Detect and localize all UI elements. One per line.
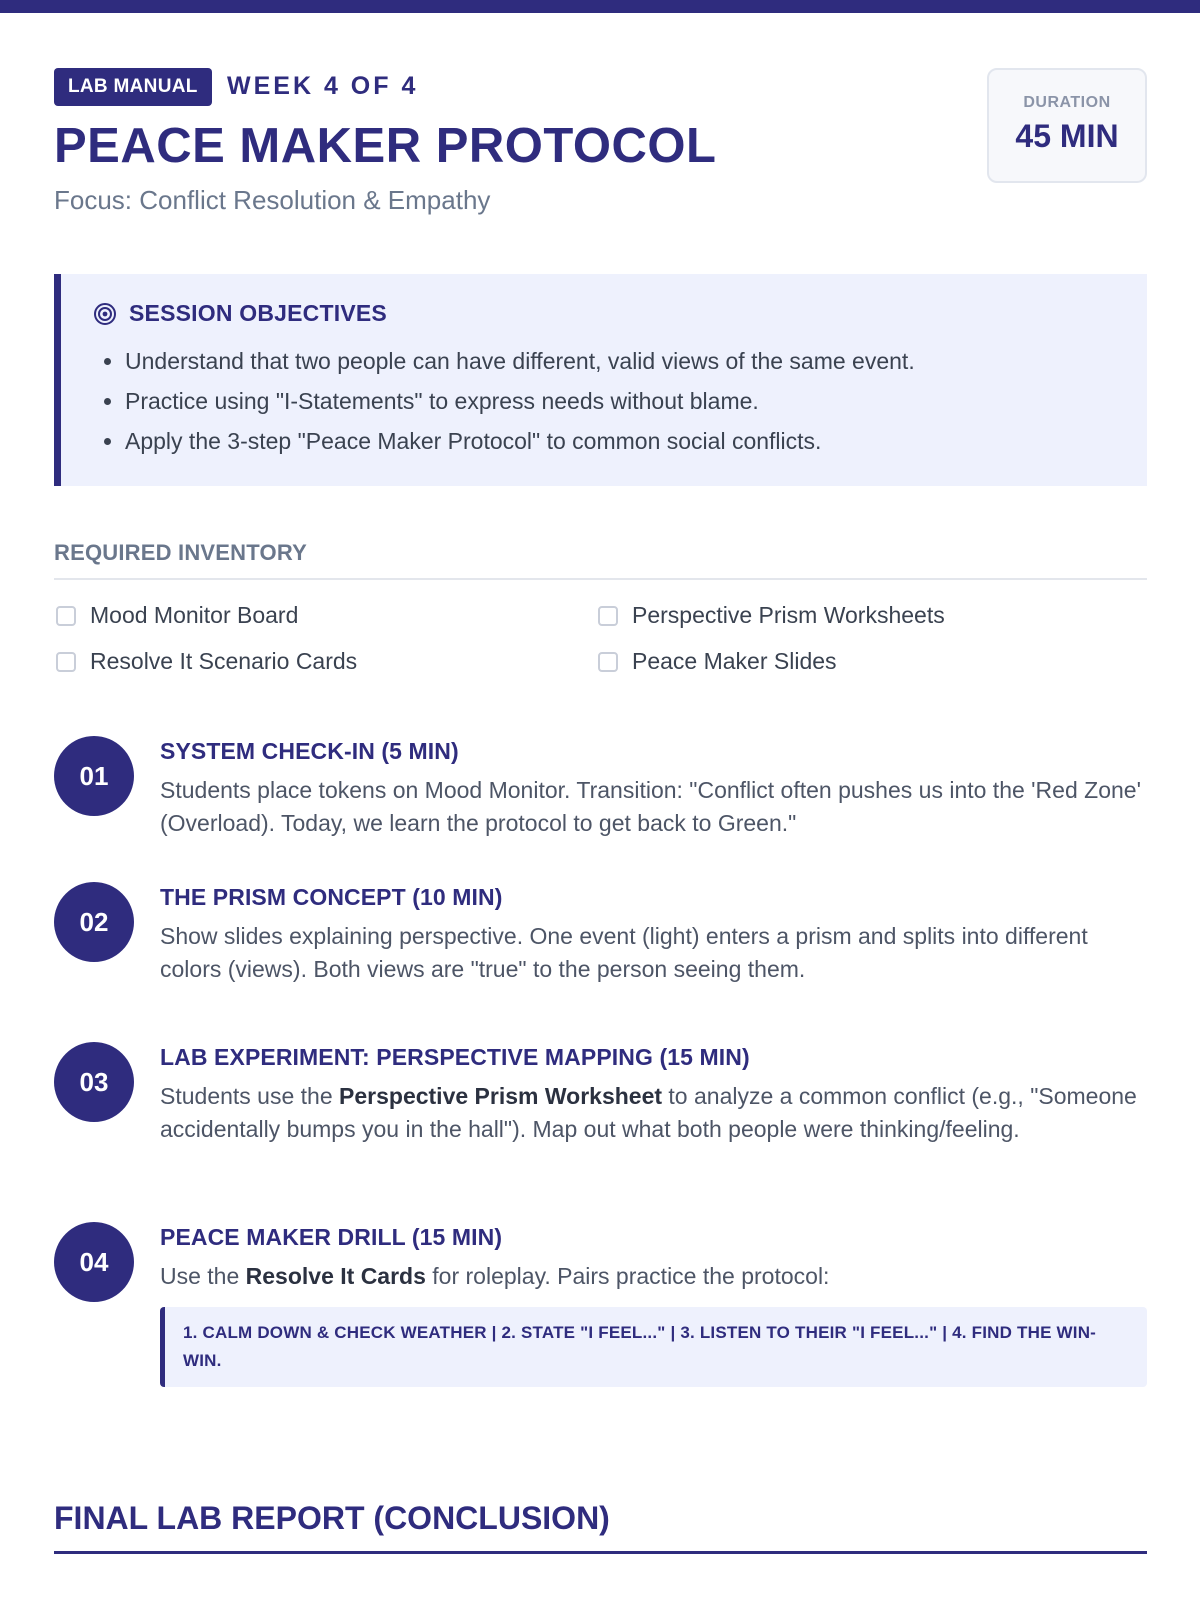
- step-title: PEACE MAKER DRILL (15 MIN): [160, 1224, 503, 1250]
- step-text-part: to analyze a common conflict (e.g., "Someone accidentally bumps you in the hall"). Map out what both people were thinking/feeling.: [160, 1083, 1137, 1142]
- duration-label: DURATION: [1023, 94, 1111, 111]
- objectives-title: SESSION OBJECTIVES: [129, 300, 387, 326]
- step-text-part: Students use the: [160, 1083, 340, 1109]
- step-description: [160, 1080, 1147, 1146]
- page-title: PEACE MAKER PROTOCOL: [54, 119, 717, 173]
- inventory-item-scenario-cards[interactable]: [56, 648, 357, 675]
- step-description: Students place tokens on Mood Monitor. Transition: "Conflict often pushes us into the 'Red Zone' (Overload). Today, we learn the protocol to get back to Green.": [160, 777, 1141, 836]
- objective-item: • Apply the 3-step "Peace Maker Protocol" to common social conflicts.: [125, 421, 1115, 461]
- inventory-item-label: Peace Maker Slides: [632, 648, 837, 674]
- checkbox[interactable]: [598, 652, 618, 672]
- step-title: SYSTEM CHECK-IN (5 MIN): [160, 738, 459, 764]
- objective-item: • Understand that two people can have different, valid views of the same event.: [125, 341, 1115, 381]
- step-number-badge: 04: [54, 1222, 134, 1302]
- step-description: Show slides explaining perspective. One event (light) enters a prism and splits into different colors (views). Both views are "true" to the person seeing them.: [160, 923, 1088, 982]
- target-icon: [93, 302, 117, 326]
- duration-card: [987, 68, 1147, 183]
- inventory-item-slides[interactable]: [598, 648, 837, 675]
- checkbox[interactable]: [56, 606, 76, 626]
- lab-manual-badge: LAB MANUAL: [54, 68, 212, 106]
- protocol-callout: 1. CALM DOWN & CHECK WEATHER | 2. STATE "I FEEL..." | 3. LISTEN TO THEIR "I FEEL..." | 4. FIND THE WIN-WIN.: [160, 1307, 1147, 1387]
- week-label: WEEK 4 OF 4: [227, 72, 419, 100]
- step-description: [160, 1260, 1147, 1293]
- objective-item: • Practice using "I-Statements" to express needs without blame.: [125, 381, 1115, 421]
- duration-value: 45 MIN: [1015, 118, 1119, 154]
- step-text-emphasis: Perspective Prism Worksheet: [339, 1083, 663, 1109]
- step-body: [160, 1042, 1147, 1146]
- step-number-badge: 01: [54, 736, 134, 816]
- checkbox[interactable]: [598, 606, 618, 626]
- lab-manual-page: [54, 0, 1147, 1536]
- page-subtitle: Focus: Conflict Resolution & Empathy: [54, 185, 491, 215]
- step-body: [160, 736, 1147, 840]
- step-text-part: Use the: [160, 1263, 246, 1289]
- objectives-header: [93, 300, 1115, 327]
- step-number-badge: 03: [54, 1042, 134, 1122]
- step-body: [160, 882, 1147, 986]
- step-text-part: for roleplay. Pairs practice the protocol:: [425, 1263, 830, 1289]
- inventory-item-label: Mood Monitor Board: [90, 602, 299, 628]
- step-title: LAB EXPERIMENT: PERSPECTIVE MAPPING (15 MIN): [160, 1044, 750, 1070]
- inventory-item-label: Resolve It Scenario Cards: [90, 648, 358, 674]
- objectives-list: [93, 341, 1115, 461]
- step-body: [160, 1222, 1147, 1387]
- step-text-emphasis: Resolve It Cards: [245, 1263, 426, 1289]
- page-header: [54, 0, 1147, 240]
- inventory-item-label: Perspective Prism Worksheets: [632, 602, 945, 628]
- checkbox[interactable]: [56, 652, 76, 672]
- step-title: THE PRISM CONCEPT (10 MIN): [160, 884, 503, 910]
- step-number-badge: 02: [54, 882, 134, 962]
- inventory-item-prism-worksheets[interactable]: [598, 602, 945, 629]
- inventory-item-mood-monitor[interactable]: [56, 602, 298, 629]
- inventory-title: REQUIRED INVENTORY: [54, 540, 1147, 580]
- session-objectives-box: [54, 274, 1147, 486]
- final-report-heading: FINAL LAB REPORT (CONCLUSION): [54, 1500, 1147, 1554]
